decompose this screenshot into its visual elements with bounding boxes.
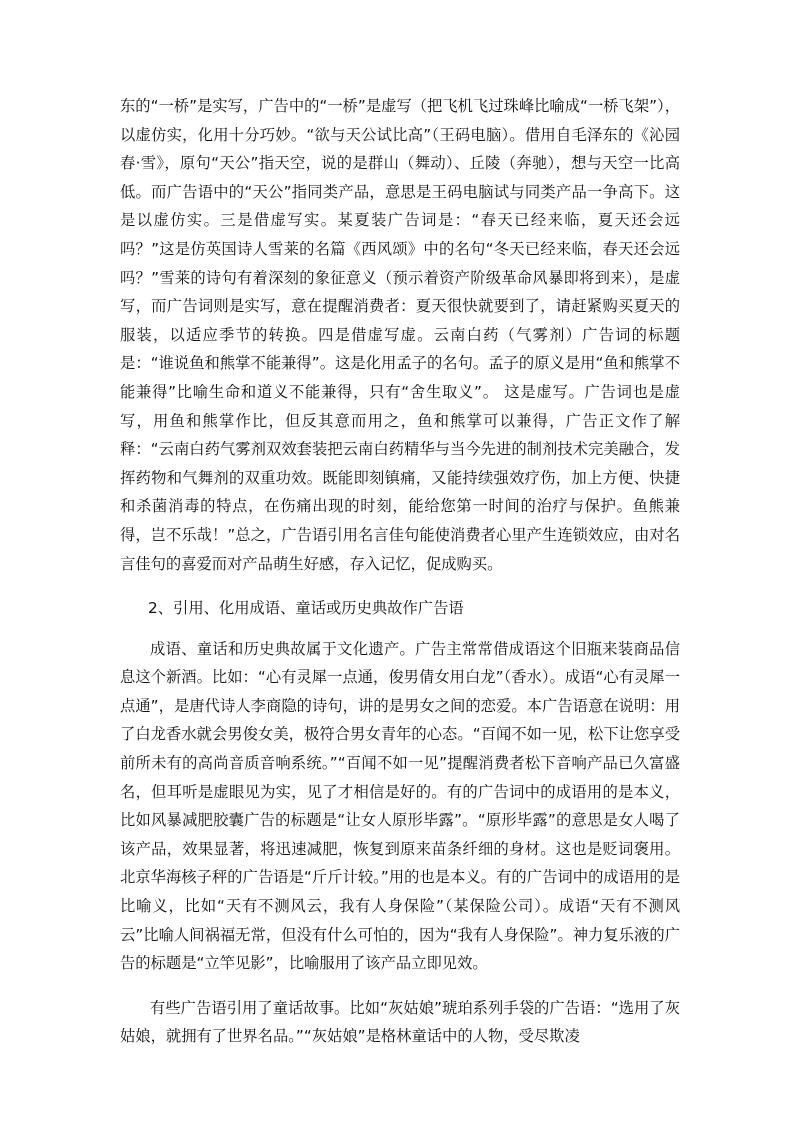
paragraph-fairy-tales: 有些广告语引用了童话故事。比如“灰姑娘”琥珀系列手袋的广告语：“选用了灰姑娘，就拥有了世界名品。”“灰姑娘”是格林童话中的人物，受尽欺凌 bbox=[120, 998, 680, 1046]
section-heading: 2、引用、化用成语、童话或历史典故作广告语 bbox=[148, 599, 464, 618]
paragraph-idioms: 成语、童话和历史典故属于文化遗产。广告主常常借成语这个旧瓶来装商品信息这个新酒。比如：“心有灵犀一点通，俊男倩女用白龙”（香水）。成语“心有灵犀一点通”，是唐代诗人李商隐的诗句，讲的是男女之间的恋爱。本广告语意在说明：用了白龙香水就会男俊女美，极符合男女青年的心态。“百闻不如一见，松下让您享受前所未有的高尚音质音响系统。”“百闻不如一见”提醒消费者松下音响产品已久富盛名，但耳听是虚眼见为实，见了才相信是好的。有的广告词中的成语用的是本义，比如风暴减肥胶囊广告的标题是“让女人原形毕露”。“原形毕露”的意思是女人喝了该产品，效果显著，将迅速减肥，恢复到原来苗条纤细的身材。这也是贬词褒用。北京华海核子秤的广告语是“斤斤计较。”用的也是本义。有的广告词中的成语用的是比喻义，比如“天有不测风云，我有人身保险”（某保险公司）。成语“天有不测风云”比喻人间祸福无常，但没有什么可怕的，因为“我有人身保险”。神力复乐液的广告的标题是“立竿见影”，比喻服用了该产品立即见效。 bbox=[120, 639, 680, 973]
document-body bbox=[120, 92, 680, 1051]
paragraph-continued: 东的“一桥”是实写，广告中的“一桥”是虚写（把飞机飞过珠峰比喻成“一桥飞架”），以虚仿实，化用十分巧妙。“欲与天公试比高”（王码电脑）。借用自毛泽东的《沁园春·雪》，原句“天公”指天空，说的是群山（舞动）、丘陵（奔驰），想与天空一比高低。而广告语中的“天公”指同类产品，意思是王码电脑试与同类产品一争高下。这是以虚仿实。三是借虚写实。某夏装广告词是：“春天已经来临，夏天还会远吗？”这是仿英国诗人雪莱的名篇《西风颂》中的名句“冬天已经来临，春天还会远吗？”雪莱的诗句有着深刻的象征意义（预示着资产阶级革命风暴即将到来），是虚写，而广告词则是实写，意在提醒消费者：夏天很快就要到了，请赶紧购买夏天的服装，以适应季节的转换。四是借虚写虚。云南白药（气雾剂）广告词的标题是：“谁说鱼和熊掌不能兼得”。这是化用孟子的名句。孟子的原义是用“鱼和熊掌不能兼得”比喻生命和道义不能兼得，只有“舍生取义”。 这是虚写。广告词也是虚写，用鱼和熊掌作比，但反其意而用之，鱼和熊掌可以兼得，广告正文作了解释：“云南白药气雾剂双效套装把云南白药精华与当今先进的制剂技术完美融合，发挥药物和气舞剂的双重功效。既能即刻镇痛，又能持续强效疗伤，加上方便、快捷和杀菌消毒的特点，在伤痛出现的时刻，能给您第一时间的治疗与保护。鱼熊兼得，岂不乐哉！”总之，广告语引用名言佳句能使消费者心里产生连锁效应，由对名言佳句的喜爱而对产品萌生好感，存入记忆，促成购买。 bbox=[120, 97, 680, 573]
